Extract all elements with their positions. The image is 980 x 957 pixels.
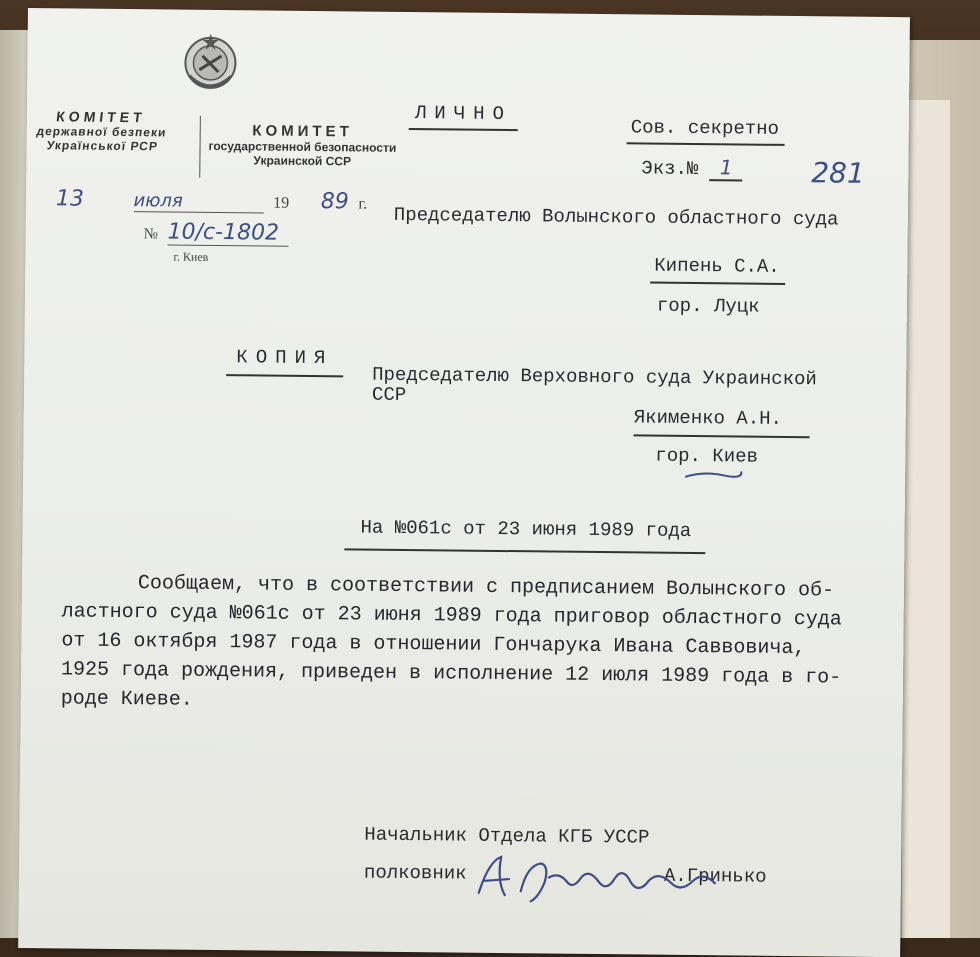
left-header-line3: Української РСР	[46, 138, 159, 154]
left-header-line2: державної безпеки	[35, 124, 168, 140]
ink-underline-mark	[683, 467, 743, 482]
body-line-3: от 16 октября 1987 года в отношении Гончарука Ивана Саввовича,	[61, 629, 806, 661]
copy-field	[641, 154, 742, 180]
reference-line: На №061с от 23 июня 1989 года	[344, 516, 705, 554]
header-divider	[199, 116, 201, 178]
left-header-line1: КОМІТЕТ	[55, 108, 147, 126]
state-emblem-icon	[177, 32, 244, 99]
body-line-2: ластного суда №061с от 23 июня 1989 года приговор областного суда	[61, 600, 842, 632]
secrecy-level: Сов. секретно	[627, 116, 786, 146]
date-year-suffix: 89	[320, 189, 349, 215]
recipient2-name: Якименко А.Н.	[634, 406, 811, 438]
body-line-1: Сообщаем, что в соответствии с предписанием Волынского об-	[137, 572, 835, 603]
date-line	[56, 186, 367, 214]
signer-position: Начальник Отдела КГБ УССР	[364, 823, 650, 849]
recipient2-title-line1: Председателю Верховного суда Украинской	[372, 363, 817, 391]
document-page	[18, 8, 910, 957]
sheet-number: 281	[811, 156, 865, 190]
copy-number: 1	[710, 155, 743, 181]
origin-city: г. Киев	[173, 249, 209, 264]
personal-mark: ЛИЧНО	[409, 102, 518, 131]
copy-label: Экз.№	[641, 157, 699, 181]
signer-name: А.Гринько	[663, 864, 767, 888]
copy-mark: КОПИЯ	[226, 346, 343, 377]
body-line-5: роде Киеве.	[60, 687, 193, 712]
center-header-line2: государственной безопасности	[208, 138, 397, 155]
number-value: 10/с-1802	[167, 219, 289, 246]
recipient1-title: Председателю Волынского областного суда	[393, 203, 839, 231]
left-org-header	[34, 108, 169, 153]
body-line-4: 1925 года рождения, приведен в исполнение 12 июля 1989 года в го-	[60, 658, 842, 690]
recipient2-title-line2: ССР	[371, 383, 407, 406]
recipient1-name: Кипень С.А.	[650, 255, 786, 285]
outgoing-number	[144, 219, 290, 247]
center-header-line1: КОМИТЕТ	[252, 122, 353, 141]
number-label: №	[143, 226, 159, 243]
date-day: 13	[55, 186, 85, 212]
signer-rank: полковник	[363, 861, 467, 885]
center-org-header	[208, 122, 396, 169]
letter-body	[61, 568, 892, 722]
handwritten-signature	[449, 850, 750, 913]
center-header-line3: Украинской ССР	[253, 153, 352, 169]
date-month: июля	[133, 190, 263, 213]
recipient1-city: гор. Луцк	[656, 294, 760, 318]
recipient2-city: гор. Киев	[655, 444, 759, 468]
date-year-prefix: 19	[273, 194, 290, 212]
date-year-unit: г.	[358, 195, 368, 213]
